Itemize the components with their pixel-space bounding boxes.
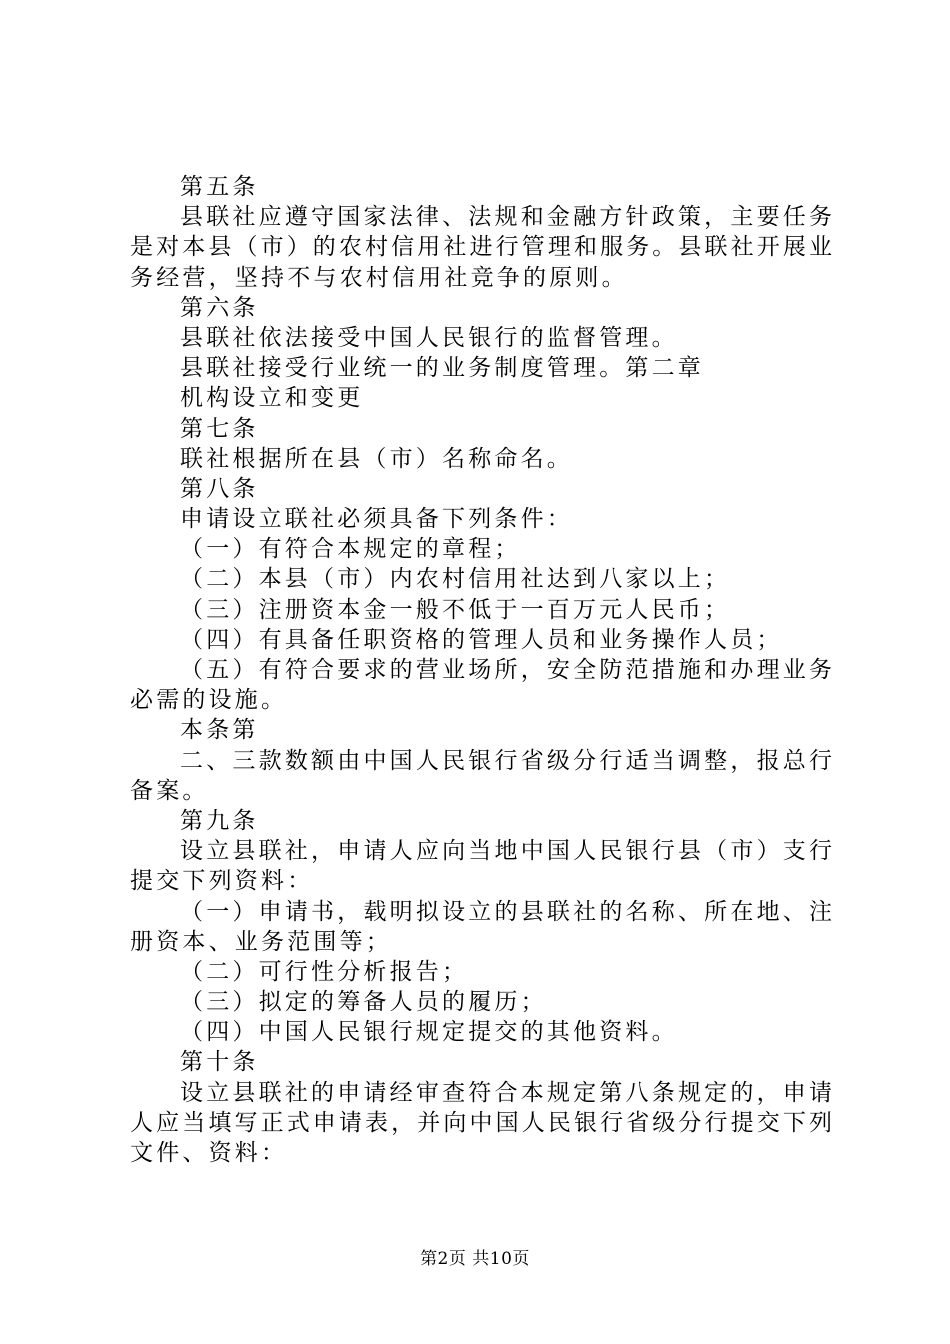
text-line: 第六条 xyxy=(180,294,259,321)
text-line: 第五条 xyxy=(180,174,259,200)
text-line: （一）有符合本规定的章程； xyxy=(180,536,521,563)
text-line: 县联社依法接受中国人民银行的监督管理。 xyxy=(180,324,678,351)
text-line: 是对本县（市）的农村信用社进行管理和服务。县联社开展业 xyxy=(130,234,832,261)
text-line: 第十条 xyxy=(180,1049,259,1076)
text-line: 县联社应遵守国家法律、法规和金融方针政策，主要任务 xyxy=(180,204,832,231)
text-line: 申请设立联社必须具备下列条件： xyxy=(180,506,573,533)
text-line: 设立县联社，申请人应向当地中国人民银行县（市）支行 xyxy=(180,838,832,865)
text-line: 设立县联社的申请经审查符合本规定第八条规定的，申请 xyxy=(180,1079,832,1106)
text-line: 第八条 xyxy=(180,475,259,502)
text-line: （三）拟定的筹备人员的履历； xyxy=(180,989,547,1016)
text-line: 提交下列资料： xyxy=(130,868,314,895)
text-line: 机构设立和变更 xyxy=(180,385,364,412)
text-line: （四）中国人民银行规定提交的其他资料。 xyxy=(180,1019,678,1046)
text-line: 备案。 xyxy=(130,777,209,804)
text-line: （一）申请书，载明拟设立的县联社的名称、所在地、注 xyxy=(180,898,832,925)
text-line: 第九条 xyxy=(180,807,259,834)
text-line: 务经营，坚持不与农村信用社竞争的原则。 xyxy=(130,264,628,291)
text-line: （二）本县（市）内农村信用社达到八家以上； xyxy=(180,566,731,593)
text-line: （五）有符合要求的营业场所，安全防范措施和办理业务 xyxy=(180,657,832,683)
text-line: 本条第 xyxy=(180,717,259,744)
text-line: 册资本、业务范围等； xyxy=(130,928,392,955)
text-line: 二、三款数额由中国人民银行省级分行适当调整，报总行 xyxy=(180,747,832,774)
text-line: 人应当填写正式申请表，并向中国人民银行省级分行提交下列 xyxy=(130,1109,832,1136)
text-line: 联社根据所在县（市）名称命名。 xyxy=(180,445,573,472)
text-line: （二）可行性分析报告； xyxy=(180,958,469,985)
text-line: （四）有具备任职资格的管理人员和业务操作人员； xyxy=(180,626,783,653)
text-line: 必需的设施。 xyxy=(130,687,288,714)
text-line: 第七条 xyxy=(180,415,259,442)
page-footer: 第2页 共10页 xyxy=(420,1249,530,1269)
text-line: 县联社接受行业统一的业务制度管理。第二章 xyxy=(180,355,704,382)
document-body xyxy=(130,172,832,1168)
text-line: （三）注册资本金一般不低于一百万元人民币； xyxy=(180,596,731,623)
text-line: 文件、资料： xyxy=(130,1140,288,1166)
